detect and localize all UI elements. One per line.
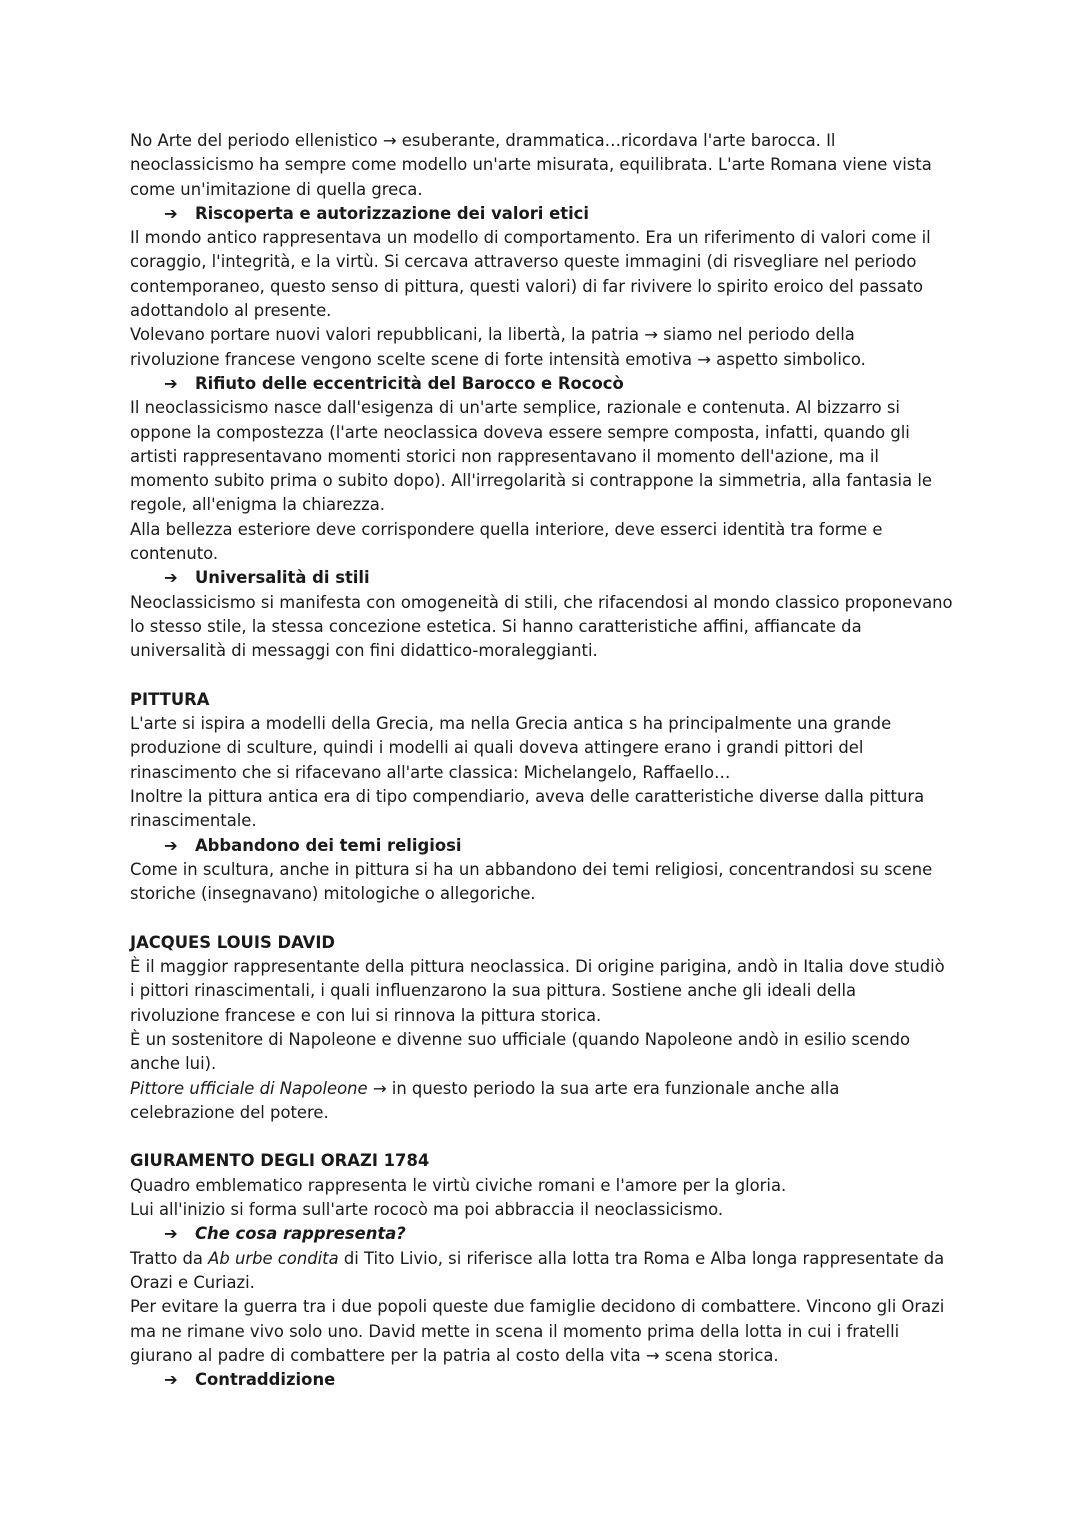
spacer	[130, 664, 960, 688]
text-line: L'arte si ispira a modelli della Grecia, ma nella Grecia antica s ha principalmente una grande	[130, 714, 892, 734]
text-line: giurano al padre di combattere per la patria al costo della vita → scena storica.	[130, 1345, 779, 1365]
text-line: Alla bellezza esteriore deve corrispondere quella interiore, deve esserci identità tra forme e	[130, 519, 883, 539]
paragraph-ellenistico	[130, 129, 960, 202]
paragraph-scultura	[130, 858, 960, 907]
text-line: Volevano portare nuovi valori repubblicani, la libertà, la patria → siamo nel periodo della	[130, 325, 855, 345]
paragraph-pittura	[130, 712, 960, 833]
text-line: rivoluzione francese e con lui si rinnova la pittura storica.	[130, 1005, 602, 1025]
arrow-bullet-icon: ➔	[164, 568, 178, 588]
text-line: Orazi e Curiazi.	[130, 1272, 255, 1292]
arrow-bullet-icon: ➔	[164, 1370, 178, 1390]
bullet-temi-religiosi: ➔ Abbandono dei temi religiosi	[130, 834, 960, 858]
spacer	[130, 1125, 960, 1149]
text-line: coraggio, l'integrità, e la virtù. Si cercava attraverso queste immagini (di risvegliare nel periodo	[130, 252, 917, 272]
paragraph-mondo-antico	[130, 226, 960, 372]
text-line: neoclassicismo ha sempre come modello un'arte misurata, equilibrata. L'arte Romana viene vista	[130, 155, 932, 175]
text-line: regole, all'enigma la chiarezza.	[130, 495, 385, 515]
arrow-bullet-icon: ➔	[164, 1224, 178, 1244]
text-line: Quadro emblematico rappresenta le virtù civiche romani e l'amore per la gloria.	[130, 1175, 787, 1195]
text-line: ma ne rimane vivo solo uno. David mette in scena il momento prima della lotta in cui i fratelli	[130, 1321, 900, 1341]
bullet-valori-etici: ➔ Riscoperta e autorizzazione dei valori etici	[130, 202, 960, 226]
text-line: Neoclassicismo si manifesta con omogeneità di stili, che rifacendosi al mondo classico proponevano	[130, 592, 953, 612]
italic-text: Pittore ufficiale di Napoleone	[130, 1078, 368, 1098]
italic-text: Ab urbe condita	[208, 1248, 339, 1268]
text-line: artisti rappresentavano momenti storici non rappresentavano il momento dell'azione, ma il	[130, 446, 879, 466]
text-line: rivoluzione francese vengono scelte scene di forte intensità emotiva → aspetto simbolico.	[130, 349, 866, 369]
text-line: contemporaneo, questo senso di pittura, questi valori) di far rivivere lo spirito eroico del passato	[130, 276, 924, 296]
text-line: È il maggior rappresentante della pittura neoclassica. Di origine parigina, andò in Italia dove studiò	[130, 957, 945, 977]
text-line: Come in scultura, anche in pittura si ha un abbandono dei temi religiosi, concentrandosi su scene	[130, 859, 933, 879]
text-line: momento subito prima o subito dopo). All'irregolarità si contrappone la simmetria, alla fantasia le	[130, 471, 932, 491]
bullet-universalita: ➔ Universalità di stili	[130, 566, 960, 590]
spacer	[130, 907, 960, 931]
text-line: Il neoclassicismo nasce dall'esigenza di un'arte semplice, razionale e contenuta. Al bizzarro si	[130, 398, 900, 418]
text-line: Pittore ufficiale di Napoleone → in questo periodo la sua arte era funzionale anche alla	[130, 1078, 840, 1098]
text-line: Tratto da Ab urbe condita di Tito Livio, si riferisce alla lotta tra Roma e Alba longa rappresentate da	[130, 1248, 945, 1268]
document-page	[130, 129, 960, 1392]
arrow-bullet-icon: ➔	[164, 203, 178, 223]
text-line: i pittori rinascimentali, i quali influenzarono la sua pittura. Sostiene anche gli ideali della	[130, 981, 857, 1001]
heading-pittura: PITTURA	[130, 689, 210, 709]
paragraph-omogeneita	[130, 591, 960, 664]
paragraph-tito-livio	[130, 1247, 960, 1368]
text-line: rinascimentale.	[130, 811, 257, 831]
heading-giuramento: GIURAMENTO DEGLI ORAZI 1784	[130, 1151, 430, 1171]
bullet-che-cosa: ➔ Che cosa rappresenta?	[130, 1222, 960, 1246]
text-line: È un sostenitore di Napoleone e divenne suo ufficiale (quando Napoleone andò in esilio scendo	[130, 1029, 911, 1049]
text-line: Per evitare la guerra tra i due popoli queste due famiglie decidono di combattere. Vincono gli Orazi	[130, 1297, 945, 1317]
text-line: lo stesso stile, la stessa concezione estetica. Si hanno caratteristiche affini, affiancate da	[130, 616, 862, 636]
text-line: universalità di messaggi con fini didattico-moraleggianti.	[130, 641, 598, 661]
text-line: come un'imitazione di quella greca.	[130, 179, 423, 199]
arrow-bullet-icon: ➔	[164, 835, 178, 855]
paragraph-david	[130, 955, 960, 1125]
text-line: No Arte del periodo ellenistico → esuberante, drammatica…ricordava l'arte barocca. Il	[130, 131, 836, 150]
text-line: Lui all'inizio si forma sull'arte rococò ma poi abbraccia il neoclassicismo.	[130, 1200, 724, 1220]
text-line: celebrazione del potere.	[130, 1102, 329, 1122]
text-line: produzione di sculture, quindi i modelli ai quali doveva attingere erano i grandi pittori del	[130, 738, 864, 758]
text-line: anche lui).	[130, 1054, 217, 1074]
text-line: Il mondo antico rappresentava un modello di comportamento. Era un riferimento di valori come il	[130, 228, 931, 248]
text-line: Inoltre la pittura antica era di tipo compendiario, aveva delle caratteristiche diverse dalla pittura	[130, 787, 925, 807]
heading-david: JACQUES LOUIS DAVID	[130, 932, 336, 952]
text-line: adottandolo al presente.	[130, 301, 332, 321]
bullet-contraddizione: ➔ Contraddizione	[130, 1368, 960, 1392]
text-line: oppone la compostezza (l'arte neoclassica doveva essere sempre composta, infatti, quando gli	[130, 422, 910, 442]
text-line: contenuto.	[130, 544, 219, 564]
text-line: storiche (insegnavano) mitologiche o allegoriche.	[130, 884, 536, 904]
bullet-rifiuto-barocco: ➔ Rifiuto delle eccentricità del Barocco e Rococò	[130, 372, 960, 396]
paragraph-quadro	[130, 1174, 960, 1223]
paragraph-neoclassicismo	[130, 396, 960, 566]
text-line: rinascimento che si rifacevano all'arte classica: Michelangelo, Raffaello…	[130, 762, 731, 782]
arrow-bullet-icon: ➔	[164, 373, 178, 393]
